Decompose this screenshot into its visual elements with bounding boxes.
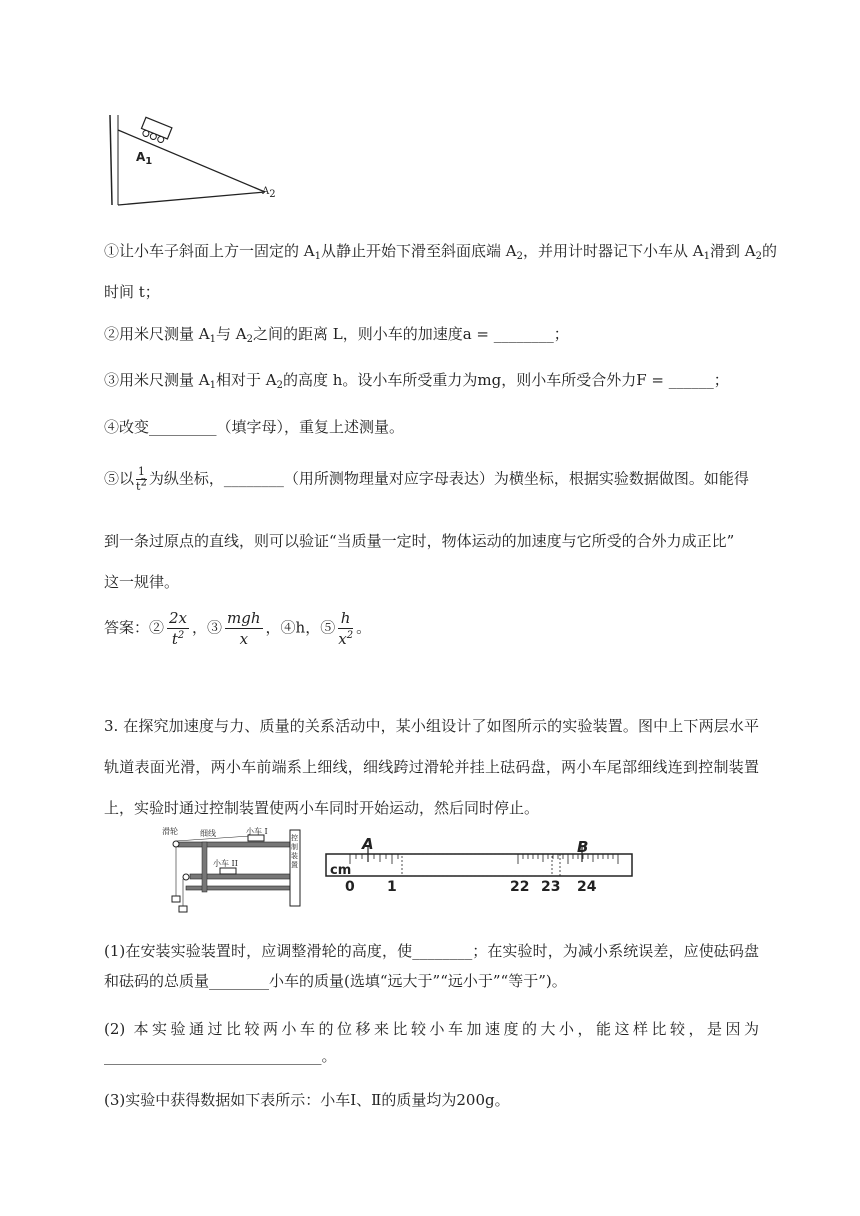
step1-line2: 时间 t； <box>104 283 160 301</box>
sub2-line1: (2) 本实验通过比较两小车的位移来比较小车加速度的大小，能这样比较，是因为 <box>104 1020 759 1038</box>
sub3: (3)实验中获得数据如下表所示：小车Ⅰ、Ⅱ的质量均为200g。 <box>104 1091 510 1109</box>
apparatus-figure <box>160 826 310 916</box>
q3-line1: 3. 在探究加速度与力、质量的关系活动中，某小组设计了如图所示的实验装置。图中上下两层水平 <box>104 717 759 735</box>
label-control: 控制装置 <box>291 834 298 869</box>
label-car1: 小车 I <box>246 827 268 836</box>
step3: ③用米尺测量 $A_1$相对于 $A_2$的高度 h。设小车所受重力为mg，则小车所受合外力F = ______； <box>104 371 729 391</box>
step5-line2: 到一条过原点的直线，则可以验证“当质量一定时，物体运动的加速度与它所受的合外力成正比” <box>104 532 735 550</box>
ruler-tick-0: 0 <box>345 879 355 895</box>
ruler-tick-24: 24 <box>577 879 597 895</box>
step5-line3: 这一规律。 <box>104 573 180 591</box>
q3-line2: 轨道表面光滑，两小车前端系上细线，细线跨过滑轮并挂上砝码盘，两小车尾部细线连到控制装置 <box>104 758 759 776</box>
ruler-tick-22: 22 <box>510 879 530 895</box>
label-string: 细线 <box>200 829 216 838</box>
ruler-label-a: A <box>362 835 374 853</box>
sub2-line2: _____________________________。 <box>104 1047 337 1065</box>
answer-line: 答案：② $\frac{2x}{t^2}$ ，③ $\frac{\text{mgh}}{x}$ ，④h，⑤ $\frac{h}{x^2}$ 。 <box>104 609 372 648</box>
label-car2: 小车 II <box>213 859 238 868</box>
step5-line1: ⑤以 $\frac{1}{t^2}$ 为纵坐标，________（用所测物理量对应字母表达）为横坐标，根据实验数据做图。如能得 <box>104 465 749 493</box>
q3-line3: 上，实验时通过控制装置使两小车同时开始运动，然后同时停止。 <box>104 799 540 817</box>
sub1-line1: (1)在安装实验装置时，应调整滑轮的高度，使________；在实验时，为减小系统误差，应使砝码盘 <box>104 942 759 960</box>
step4: ④改变_________（填字母），重复上述测量。 <box>104 418 405 436</box>
label-pulley: 滑轮 <box>162 827 178 836</box>
sub1-line2: 和砝码的总质量________小车的质量(选填“远大于”“远小于”“等于”)。 <box>104 972 567 990</box>
ruler-label-b: B <box>577 838 589 856</box>
ruler-tick-23: 23 <box>541 879 561 895</box>
ruler-unit: cm <box>330 863 352 878</box>
label-a1: $A_1$ <box>136 150 153 167</box>
step2: ②用米尺测量 $A_1$与 $A_2$之间的距离 L，则小车的加速度a = ________； <box>104 325 569 345</box>
step1-line1: ①让小车子斜面上方一固定的 $A_1$从静止开始下滑至斜面底端 $A_2$，并用计时器记下小车从 $A_1$滑到 $A_2$的 <box>104 242 777 262</box>
label-a2: $A_2$ <box>262 186 276 200</box>
step5-fraction: $\frac{1}{t^2}$ <box>136 465 147 493</box>
ruler-tick-1: 1 <box>387 879 397 895</box>
